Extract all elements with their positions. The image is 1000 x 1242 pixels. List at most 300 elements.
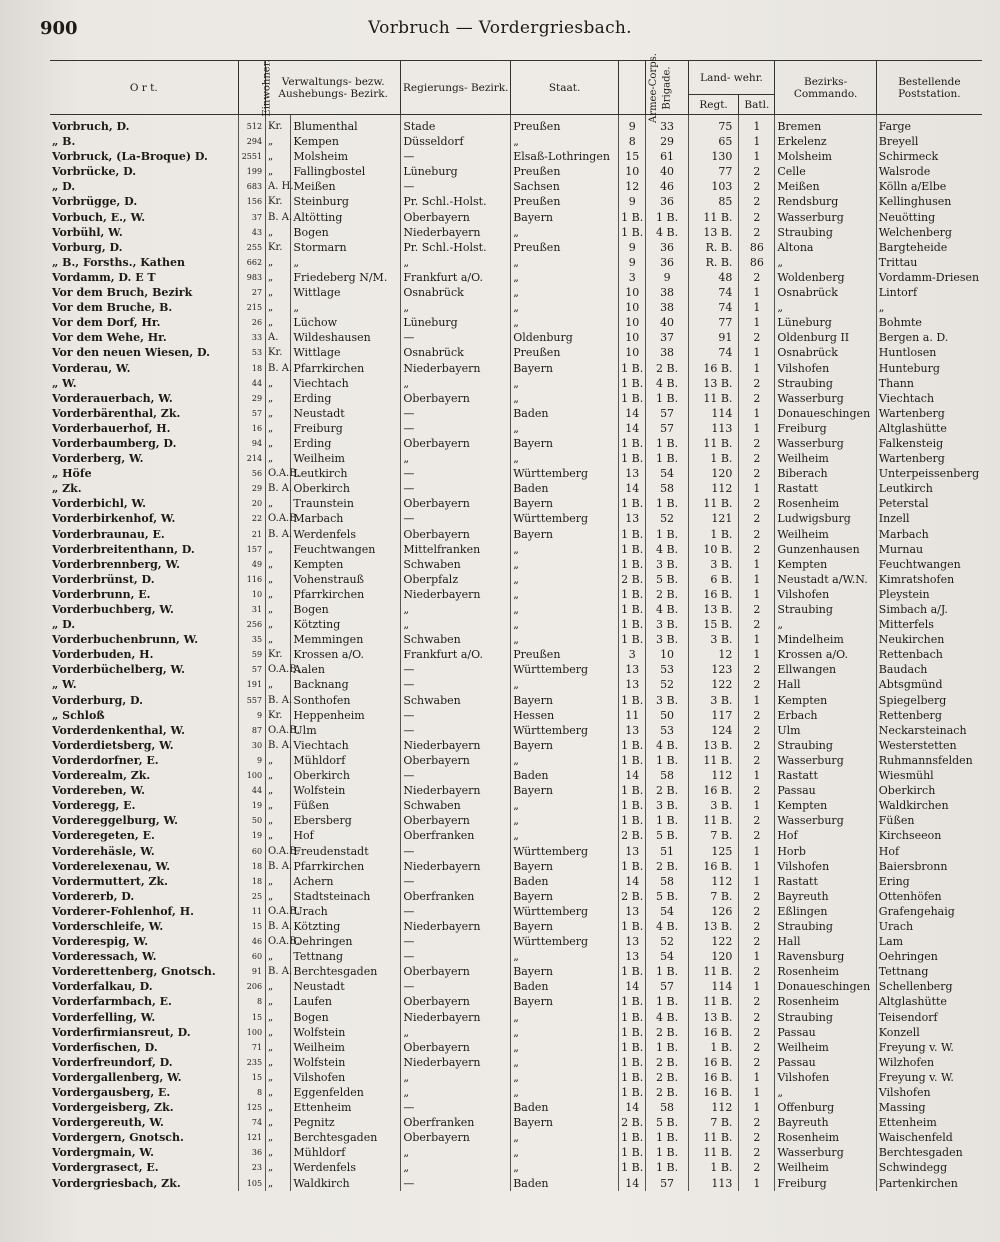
cell-staat: „	[511, 451, 619, 466]
cell-ort: Vor dem Bruch, Bezirk	[52, 286, 193, 300]
table-row	[50, 164, 982, 179]
cell-batl: 1	[739, 149, 775, 164]
cell-einwohner: 44	[238, 783, 265, 798]
header-batl: Batl.	[739, 95, 775, 115]
cell-regt: 120	[688, 949, 739, 964]
cell-regt: 1 B.	[688, 451, 739, 466]
cell-einwohner: 156	[238, 194, 265, 209]
cell-poststation: Thann	[876, 376, 982, 391]
cell-ort: Vorderburg, D.	[52, 693, 143, 707]
cell-bezirkscommando: Rosenheim	[775, 496, 876, 511]
cell-bezirkscommando: Kempten	[775, 798, 876, 813]
table-row	[50, 1145, 982, 1160]
cell-ort: Vorderegeten, E.	[52, 829, 155, 843]
cell-poststation: Spiegelberg	[876, 693, 982, 708]
cell-poststation: Altglashütte	[876, 994, 982, 1009]
cell-staat: „	[511, 1040, 619, 1055]
cell-batl: 2	[739, 934, 775, 949]
cell-bezirkscommando: Freiburg	[775, 421, 876, 436]
cell-verwaltung-typ: „	[266, 994, 291, 1009]
cell-verwaltungsbezirk: Wittlage	[291, 285, 401, 300]
cell-armeecorps: 1 B.	[618, 617, 645, 632]
cell-regierungsbezirk: —	[401, 511, 511, 526]
cell-poststation: Mitterfels	[876, 617, 982, 632]
cell-batl: 2	[739, 753, 775, 768]
cell-armeecorps: 10	[618, 300, 645, 315]
cell-brigade: 36	[646, 240, 688, 255]
cell-ort: Vorderbrünst, D.	[52, 572, 155, 586]
cell-batl: 1	[739, 874, 775, 889]
cell-verwaltung-typ: B. A.	[266, 693, 291, 708]
cell-einwohner: 18	[238, 874, 265, 889]
cell-poststation: Wilzhofen	[876, 1055, 982, 1070]
cell-verwaltungsbezirk: Wolfstein	[291, 1025, 401, 1040]
cell-staat: Bayern	[511, 693, 619, 708]
cell-verwaltung-typ: O.A.B.	[266, 662, 291, 677]
cell-batl: 2	[739, 1145, 775, 1160]
cell-armeecorps: 1 B.	[618, 602, 645, 617]
cell-poststation: Rettenbach	[876, 647, 982, 662]
cell-poststation: Teisendorf	[876, 1010, 982, 1025]
cell-brigade: 57	[646, 1176, 688, 1191]
cell-brigade: 52	[646, 934, 688, 949]
table-row	[50, 194, 982, 209]
cell-verwaltungsbezirk: Bogen	[291, 602, 401, 617]
cell-einwohner: 46	[238, 934, 265, 949]
cell-bezirkscommando: Bremen	[775, 115, 876, 135]
table-row	[50, 632, 982, 647]
cell-batl: 1	[739, 693, 775, 708]
table-row	[50, 572, 982, 587]
cell-bezirkscommando: Vilshofen	[775, 859, 876, 874]
cell-ort: Vorderberg, W.	[52, 452, 144, 466]
cell-brigade: 57	[646, 421, 688, 436]
cell-regierungsbezirk: Osnabrück	[401, 345, 511, 360]
cell-staat: „	[511, 270, 619, 285]
cell-einwohner: 512	[238, 115, 265, 135]
cell-verwaltung-typ: „	[266, 1085, 291, 1100]
cell-verwaltung-typ: B. A.	[266, 919, 291, 934]
cell-einwohner: 56	[238, 466, 265, 481]
cell-poststation: Pleystein	[876, 587, 982, 602]
table-row	[50, 662, 982, 677]
cell-armeecorps: 1 B.	[618, 1025, 645, 1040]
cell-regt: 120	[688, 466, 739, 481]
cell-ort: „ B.	[52, 135, 76, 149]
cell-regt: 7 B.	[688, 1115, 739, 1130]
cell-bezirkscommando: Wasserburg	[775, 753, 876, 768]
cell-einwohner: 2551	[238, 149, 265, 164]
cell-regierungsbezirk: Schwaben	[401, 557, 511, 572]
cell-bezirkscommando: Wasserburg	[775, 1145, 876, 1160]
cell-bezirkscommando: Celle	[775, 164, 876, 179]
cell-regt: 65	[688, 134, 739, 149]
cell-staat: Bayern	[511, 361, 619, 376]
cell-staat: Preußen	[511, 194, 619, 209]
cell-armeecorps: 1 B.	[618, 376, 645, 391]
cell-brigade: 4 B.	[646, 919, 688, 934]
cell-einwohner: 10	[238, 587, 265, 602]
cell-regt: 7 B.	[688, 889, 739, 904]
cell-regt: 15 B.	[688, 617, 739, 632]
table-row	[50, 919, 982, 934]
table-row	[50, 934, 982, 949]
cell-verwaltung-typ: B. A.	[266, 527, 291, 542]
cell-poststation: Baiersbronn	[876, 859, 982, 874]
cell-poststation: Ruhmannsfelden	[876, 753, 982, 768]
cell-batl: 1	[739, 859, 775, 874]
cell-batl: 2	[739, 1055, 775, 1070]
cell-armeecorps: 1 B.	[618, 496, 645, 511]
cell-regt: 74	[688, 300, 739, 315]
cell-ort: „ Höfe	[52, 467, 92, 481]
cell-armeecorps: 14	[618, 874, 645, 889]
cell-verwaltungsbezirk: Pfarrkirchen	[291, 587, 401, 602]
cell-regierungsbezirk: Oberfranken	[401, 828, 511, 843]
cell-verwaltung-typ: „	[266, 436, 291, 451]
cell-regierungsbezirk: Oberfranken	[401, 889, 511, 904]
cell-batl: 1	[739, 300, 775, 315]
cell-verwaltung-typ: „	[266, 451, 291, 466]
cell-ort: Vorbrücke, D.	[52, 165, 137, 179]
cell-regt: 11 B.	[688, 753, 739, 768]
cell-staat: Württemberg	[511, 904, 619, 919]
cell-verwaltung-typ: Kr.	[266, 708, 291, 723]
cell-bezirkscommando: Passau	[775, 1025, 876, 1040]
cell-verwaltung-typ: „	[266, 677, 291, 692]
cell-poststation: Waischenfeld	[876, 1130, 982, 1145]
cell-batl: 2	[739, 602, 775, 617]
cell-verwaltung-typ: A. H.	[266, 179, 291, 194]
cell-brigade: 58	[646, 1100, 688, 1115]
cell-verwaltung-typ: Kr.	[266, 345, 291, 360]
cell-regierungsbezirk: Lüneburg	[401, 315, 511, 330]
cell-verwaltungsbezirk: Kempen	[291, 134, 401, 149]
cell-poststation: Vilshofen	[876, 1085, 982, 1100]
cell-verwaltung-typ: O.A.B.	[266, 844, 291, 859]
cell-armeecorps: 3	[618, 270, 645, 285]
cell-regierungsbezirk: —	[401, 466, 511, 481]
cell-poststation: Inzell	[876, 511, 982, 526]
cell-verwaltung-typ: „	[266, 617, 291, 632]
cell-verwaltung-typ: „	[266, 889, 291, 904]
cell-armeecorps: 2 B.	[618, 889, 645, 904]
table-row	[50, 481, 982, 496]
cell-staat: Württemberg	[511, 934, 619, 949]
cell-verwaltung-typ: „	[266, 376, 291, 391]
cell-poststation: Huntlosen	[876, 345, 982, 360]
cell-bezirkscommando: Passau	[775, 1055, 876, 1070]
cell-ort: Vorderessach, W.	[52, 950, 157, 964]
cell-armeecorps: 14	[618, 421, 645, 436]
cell-armeecorps: 13	[618, 466, 645, 481]
cell-verwaltung-typ: „	[266, 813, 291, 828]
cell-brigade: 51	[646, 844, 688, 859]
cell-bezirkscommando: Ludwigsburg	[775, 511, 876, 526]
cell-verwaltungsbezirk: Vilshofen	[291, 1070, 401, 1085]
cell-brigade: 2 B.	[646, 587, 688, 602]
table-row	[50, 1055, 982, 1070]
cell-ort: Vordergausberg, E.	[52, 1086, 171, 1099]
cell-poststation: Kimratshofen	[876, 572, 982, 587]
table-row	[50, 1176, 982, 1191]
cell-regt: 16 B.	[688, 1085, 739, 1100]
cell-regt: 13 B.	[688, 376, 739, 391]
cell-verwaltungsbezirk: „	[291, 255, 401, 270]
cell-ort: Vor dem Dorf, Hr.	[52, 316, 161, 330]
cell-einwohner: 11	[238, 904, 265, 919]
cell-einwohner: 53	[238, 345, 265, 360]
cell-einwohner: 15	[238, 1010, 265, 1025]
cell-einwohner: 19	[238, 798, 265, 813]
cell-einwohner: 9	[238, 753, 265, 768]
cell-bezirkscommando: Ulm	[775, 723, 876, 738]
cell-armeecorps: 2 B.	[618, 572, 645, 587]
cell-regierungsbezirk: —	[401, 1176, 511, 1191]
cell-verwaltung-typ: „	[266, 391, 291, 406]
cell-verwaltung-typ: „	[266, 315, 291, 330]
cell-bezirkscommando: Wasserburg	[775, 436, 876, 451]
cell-staat: „	[511, 1145, 619, 1160]
header-brigade: Brigade.	[646, 61, 688, 115]
cell-poststation: Baudach	[876, 662, 982, 677]
cell-regt: 113	[688, 421, 739, 436]
cell-verwaltungsbezirk: Aalen	[291, 662, 401, 677]
cell-ort: Vorderegg, E.	[52, 799, 136, 813]
cell-einwohner: 25	[238, 889, 265, 904]
cell-regierungsbezirk: —	[401, 904, 511, 919]
cell-regt: 112	[688, 481, 739, 496]
cell-bezirkscommando: Vilshofen	[775, 361, 876, 376]
cell-brigade: 58	[646, 874, 688, 889]
table-row	[50, 587, 982, 602]
cell-verwaltung-typ: O.A.B.	[266, 904, 291, 919]
cell-armeecorps: 1 B.	[618, 1010, 645, 1025]
cell-verwaltung-typ: „	[266, 1145, 291, 1160]
cell-einwohner: 50	[238, 813, 265, 828]
cell-regt: 77	[688, 315, 739, 330]
cell-batl: 2	[739, 496, 775, 511]
cell-verwaltungsbezirk: Hof	[291, 828, 401, 843]
cell-einwohner: 44	[238, 376, 265, 391]
table-row	[50, 527, 982, 542]
cell-brigade: 5 B.	[646, 828, 688, 843]
cell-batl: 2	[739, 1115, 775, 1130]
cell-ort: Vorderbärenthal, Zk.	[52, 406, 181, 420]
cell-regierungsbezirk: Schwaben	[401, 693, 511, 708]
table-row	[50, 225, 982, 240]
running-header: Vorbruch — Vordergriesbach.	[368, 18, 632, 38]
cell-regt: 3 B.	[688, 557, 739, 572]
cell-regierungsbezirk: Stade	[401, 115, 511, 135]
cell-bezirkscommando: Rastatt	[775, 481, 876, 496]
cell-staat: Sachsen	[511, 179, 619, 194]
cell-poststation: Tettnang	[876, 964, 982, 979]
cell-batl: 2	[739, 617, 775, 632]
cell-verwaltung-typ: „	[266, 828, 291, 843]
cell-brigade: 53	[646, 662, 688, 677]
cell-regierungsbezirk: Oberbayern	[401, 527, 511, 542]
cell-poststation: Westerstetten	[876, 738, 982, 753]
cell-regierungsbezirk: Niederbayern	[401, 361, 511, 376]
cell-bezirkscommando: Freiburg	[775, 1176, 876, 1191]
cell-bezirkscommando: Altona	[775, 240, 876, 255]
cell-regt: 112	[688, 768, 739, 783]
cell-einwohner: 19	[238, 828, 265, 843]
cell-ort: Vorderbrunn, E.	[52, 587, 151, 601]
cell-bezirkscommando: Meißen	[775, 179, 876, 194]
table-row	[50, 693, 982, 708]
cell-regierungsbezirk: „	[401, 300, 511, 315]
cell-poststation: Grafengehaig	[876, 904, 982, 919]
cell-bezirkscommando: Molsheim	[775, 149, 876, 164]
table-row	[50, 783, 982, 798]
cell-armeecorps: 1 B.	[618, 527, 645, 542]
cell-regt: 85	[688, 194, 739, 209]
table-row	[50, 1040, 982, 1055]
cell-regierungsbezirk: Niederbayern	[401, 783, 511, 798]
cell-verwaltung-typ: „	[266, 753, 291, 768]
cell-verwaltungsbezirk: „	[291, 300, 401, 315]
cell-bezirkscommando: Rastatt	[775, 874, 876, 889]
cell-ort: Vordergrasect, E.	[52, 1161, 159, 1175]
cell-bezirkscommando: Vilshofen	[775, 1070, 876, 1085]
cell-verwaltungsbezirk: Sonthofen	[291, 693, 401, 708]
cell-regt: 11 B.	[688, 813, 739, 828]
cell-armeecorps: 1 B.	[618, 210, 645, 225]
cell-poststation: Freyung v. W.	[876, 1040, 982, 1055]
table-row	[50, 813, 982, 828]
cell-regt: 122	[688, 934, 739, 949]
gazetteer-table	[50, 53, 982, 1191]
cell-poststation: Walsrode	[876, 164, 982, 179]
cell-bezirkscommando: Weilheim	[775, 527, 876, 542]
table-row	[50, 511, 982, 526]
cell-verwaltungsbezirk: Lüchow	[291, 315, 401, 330]
cell-armeecorps: 13	[618, 677, 645, 692]
cell-bezirkscommando: Offenburg	[775, 1100, 876, 1115]
cell-armeecorps: 1 B.	[618, 1055, 645, 1070]
header-regierungsbezirk: Regierungs- Bezirk.	[401, 61, 511, 115]
cell-bezirkscommando: Straubing	[775, 919, 876, 934]
cell-bezirkscommando: Kempten	[775, 557, 876, 572]
cell-verwaltungsbezirk: Vohenstrauß	[291, 572, 401, 587]
cell-brigade: 53	[646, 723, 688, 738]
cell-poststation: Waldkirchen	[876, 798, 982, 813]
cell-verwaltungsbezirk: Neustadt	[291, 406, 401, 421]
cell-batl: 1	[739, 949, 775, 964]
cell-verwaltungsbezirk: Viechtach	[291, 376, 401, 391]
cell-regt: 74	[688, 285, 739, 300]
cell-bezirkscommando: Eßlingen	[775, 904, 876, 919]
cell-regt: 126	[688, 904, 739, 919]
cell-brigade: 10	[646, 647, 688, 662]
cell-einwohner: 37	[238, 210, 265, 225]
cell-brigade: 2 B.	[646, 783, 688, 798]
cell-brigade: 4 B.	[646, 376, 688, 391]
cell-einwohner: 683	[238, 179, 265, 194]
cell-brigade: 1 B.	[646, 1130, 688, 1145]
cell-poststation: Ettenheim	[876, 1115, 982, 1130]
cell-verwaltungsbezirk: Urach	[291, 904, 401, 919]
cell-armeecorps: 9	[618, 115, 645, 135]
cell-regierungsbezirk: —	[401, 708, 511, 723]
cell-batl: 1	[739, 481, 775, 496]
cell-poststation: Oberkirch	[876, 783, 982, 798]
cell-batl: 86	[739, 240, 775, 255]
cell-regt: 114	[688, 406, 739, 421]
table-row	[50, 904, 982, 919]
cell-regt: 130	[688, 149, 739, 164]
cell-regierungsbezirk: „	[401, 1160, 511, 1175]
cell-einwohner: 74	[238, 1115, 265, 1130]
cell-ort: Vordergmain, W.	[52, 1146, 154, 1160]
cell-staat: Hessen	[511, 708, 619, 723]
cell-regierungsbezirk: Oberbayern	[401, 994, 511, 1009]
cell-staat: „	[511, 949, 619, 964]
cell-armeecorps: 13	[618, 904, 645, 919]
cell-armeecorps: 1 B.	[618, 557, 645, 572]
cell-verwaltungsbezirk: Fallingbostel	[291, 164, 401, 179]
header-bezirkscommando: Bezirks- Commando.	[775, 61, 876, 115]
cell-ort: Vorderbichl, W.	[52, 497, 147, 511]
cell-staat: „	[511, 587, 619, 602]
table-header	[50, 53, 982, 123]
table-row	[50, 828, 982, 843]
cell-ort: Vorderer-Fohlenhof, H.	[52, 904, 194, 918]
cell-regierungsbezirk: —	[401, 723, 511, 738]
cell-poststation: Ottenhöfen	[876, 889, 982, 904]
cell-verwaltungsbezirk: Ebersberg	[291, 813, 401, 828]
cell-verwaltungsbezirk: Backnang	[291, 677, 401, 692]
cell-batl: 1	[739, 345, 775, 360]
cell-regt: 10 B.	[688, 542, 739, 557]
cell-batl: 2	[739, 164, 775, 179]
cell-armeecorps: 14	[618, 768, 645, 783]
cell-bezirkscommando: Kempten	[775, 693, 876, 708]
cell-batl: 2	[739, 1130, 775, 1145]
cell-ort: Vordergeisberg, Zk.	[52, 1101, 174, 1115]
cell-brigade: 38	[646, 345, 688, 360]
cell-regt: 11 B.	[688, 1145, 739, 1160]
cell-armeecorps: 1 B.	[618, 451, 645, 466]
cell-bezirkscommando: Wasserburg	[775, 813, 876, 828]
cell-regt: 48	[688, 270, 739, 285]
cell-ort: Vordergereuth, W.	[52, 1116, 164, 1130]
cell-armeecorps: 13	[618, 511, 645, 526]
cell-regt: 7 B.	[688, 828, 739, 843]
cell-poststation: Bohmte	[876, 315, 982, 330]
cell-ort: Vorderehäsle, W.	[52, 844, 155, 858]
cell-einwohner: 21	[238, 527, 265, 542]
table-row	[50, 1025, 982, 1040]
cell-batl: 2	[739, 662, 775, 677]
cell-ort: Vorderau, W.	[52, 361, 131, 375]
cell-staat: „	[511, 255, 619, 270]
cell-staat: Baden	[511, 1176, 619, 1191]
cell-regt: 117	[688, 708, 739, 723]
table-row	[50, 315, 982, 330]
cell-armeecorps: 14	[618, 1176, 645, 1191]
cell-verwaltungsbezirk: Weilheim	[291, 1040, 401, 1055]
cell-regierungsbezirk: —	[401, 768, 511, 783]
cell-regierungsbezirk: —	[401, 330, 511, 345]
cell-batl: 2	[739, 738, 775, 753]
cell-einwohner: 557	[238, 693, 265, 708]
cell-verwaltung-typ: O.A.B.	[266, 723, 291, 738]
cell-verwaltung-typ: „	[266, 164, 291, 179]
cell-batl: 1	[739, 647, 775, 662]
